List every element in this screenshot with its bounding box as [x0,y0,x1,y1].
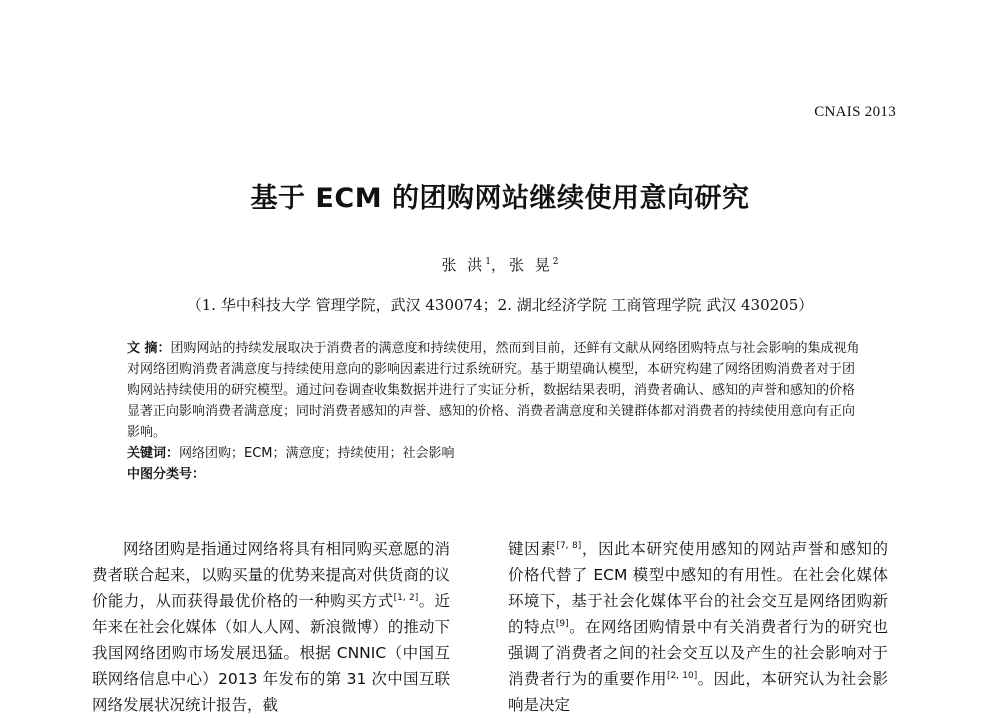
abstract-text: 团购网站的持续发展取决于消费者的满意度和持续使用，然而到目前，还鲜有文献从网络团购特点与社会影响的集成视角对网络团购消费者满意度与持续使用意向的影响因素进行过系统研究。基于期望确认模型，本研究构建了网络团购消费者对于团购网站持续使用的研究模型。通过问卷调查收集数据并进行了实证分析，数据结果表明，消费者确认、感知的声誉和感知的价格显著正向影响消费者满意度；同时消费者感知的声誉、感知的价格、消费者满意度和关键群体都对消费者的持续使用意向有正向影响。 [127,341,860,440]
body-text: 键因素 [508,540,557,558]
paper-title: 基于 ECM 的团购网站继续使用意向研究 [250,183,750,214]
citation-ref: [1, 2] [393,592,419,603]
author-affil-sup: 1 [485,257,491,267]
body-column-left [92,536,450,718]
body-text: 。因此，本研究认为社会影响是决定 [508,670,888,714]
citation-ref: [7, 8] [556,540,582,551]
clc-label: 中图分类号： [127,467,206,482]
keywords-text: 网络团购；ECM；满意度；持续使用；社会影响 [179,446,455,461]
abstract [127,338,860,443]
body-text: ，因此本研究使用感知的网站声誉和感知的价格代替了 ECM 模型中感知的有用性。在社会化媒体环境下，基于社会化媒体平台的社会交互是网络团购新的特点 [508,540,888,636]
abstract-block [127,338,860,485]
citation-ref: [2, 10] [666,670,698,681]
citation-ref: [9] [555,618,569,629]
keywords-label: 关键词： [127,446,180,461]
body-text: 。近年来在社会化媒体（如人人网、新浪微博）的推动下我国网络团购市场发展迅猛。根据 CNNIC（中国互联网络信息中心）2013 年发布的第 31 次中国互联网络发展状况统计报告，截 [92,592,450,714]
author-name: 张 洪 [441,256,486,274]
author-affil-sup: 2 [552,257,559,267]
affiliations: （1. 华中科技大学 管理学院，武汉 430074；2. 湖北经济学院 工商管理学院 武汉 430205） [186,296,814,314]
body-column-right [508,536,888,718]
clc-number [127,464,860,485]
author-line [0,254,1000,275]
keywords [127,443,860,464]
author-separator: ， [490,256,509,274]
body-text: 。在网络团购情景中有关消费者行为的研究也强调了消费者之间的社会交互以及产生的社会影响对于消费者行为的重要作用 [508,618,888,688]
body-text: 网络团购是指通过网络将具有相同购买意愿的消费者联合起来，以购买量的优势来提高对供货商的议价能力，从而获得最优价格的一种购买方式 [92,540,450,610]
author-name: 张 晃 [509,256,553,274]
abstract-label: 文 摘： [127,341,171,356]
conference-label: CNAIS 2013 [814,104,896,120]
